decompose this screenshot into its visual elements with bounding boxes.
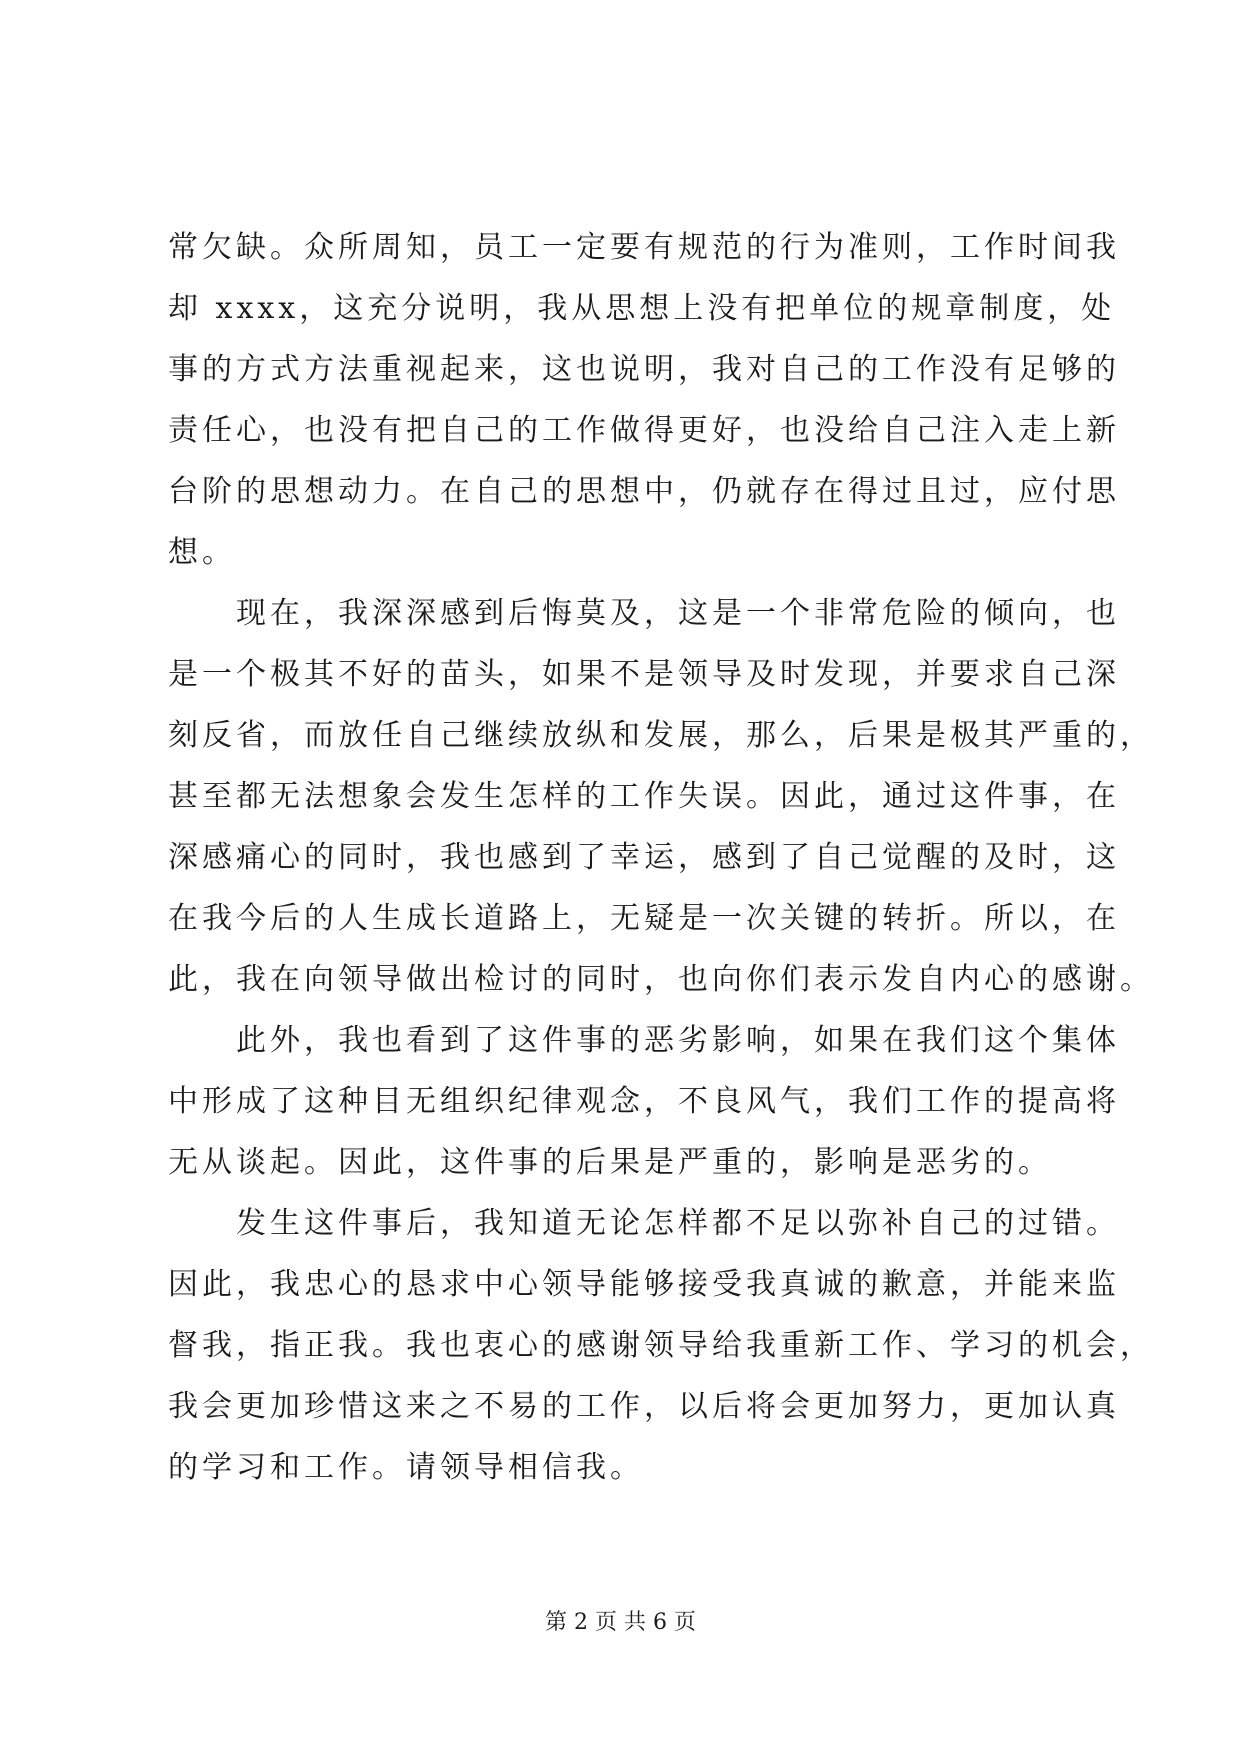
text-line: 甚至都无法想象会发生怎样的工作失误。因此，通过这件事，在: [168, 779, 1120, 814]
text-line: 深感痛心的同时，我也感到了幸运，感到了自己觉醒的及时，这: [168, 840, 1120, 875]
text-line: 台阶的思想动力。在自己的思想中，仍就存在得过且过，应付思: [168, 474, 1120, 509]
paragraph-first-line: 此外，我也看到了这件事的恶劣影响，如果在我们这个集体: [236, 1023, 1120, 1058]
text-line: 想。: [168, 535, 236, 570]
paragraph-first-line: 发生这件事后，我知道无论怎样都不足以弥补自己的过错。: [236, 1206, 1120, 1241]
text-line: 常欠缺。众所周知，员工一定要有规范的行为准则，工作时间我: [168, 230, 1120, 265]
text-line: 是一个极其不好的苗头，如果不是领导及时发现，并要求自己深: [168, 657, 1120, 692]
text-line: 因此，我忠心的恳求中心领导能够接受我真诚的歉意，并能来监: [168, 1267, 1120, 1302]
text-line: 此，我在向领导做出检讨的同时，也向你们表示发自内心的感谢。: [168, 962, 1154, 997]
text-line: 事的方式方法重视起来，这也说明，我对自己的工作没有足够的: [168, 352, 1120, 387]
text-line: 的学习和工作。请领导相信我。: [168, 1450, 644, 1485]
text-line: 我会更加珍惜这来之不易的工作，以后将会更加努力，更加认真: [168, 1389, 1120, 1424]
text-line: 刻反省，而放任自己继续放纵和发展，那么，后果是极其严重的，: [168, 718, 1154, 753]
text-line: 无从谈起。因此，这件事的后果是严重的，影响是恶劣的。: [168, 1145, 1052, 1180]
page-number-footer: 第 2 页 共 6 页: [545, 1610, 696, 1635]
text-line: 中形成了这种目无组织纪律观念，不良风气，我们工作的提高将: [168, 1084, 1120, 1119]
text-line: 在我今后的人生成长道路上，无疑是一次关键的转折。所以，在: [168, 901, 1120, 936]
text-line: 责任心，也没有把自己的工作做得更好，也没给自己注入走上新: [168, 413, 1120, 448]
text-line: 却 xxxx，这充分说明，我从思想上没有把单位的规章制度，处: [168, 291, 1116, 326]
text-line: 督我，指正我。我也衷心的感谢领导给我重新工作、学习的机会，: [168, 1328, 1154, 1363]
paragraph-first-line: 现在，我深深感到后悔莫及，这是一个非常危险的倾向，也: [236, 596, 1120, 631]
